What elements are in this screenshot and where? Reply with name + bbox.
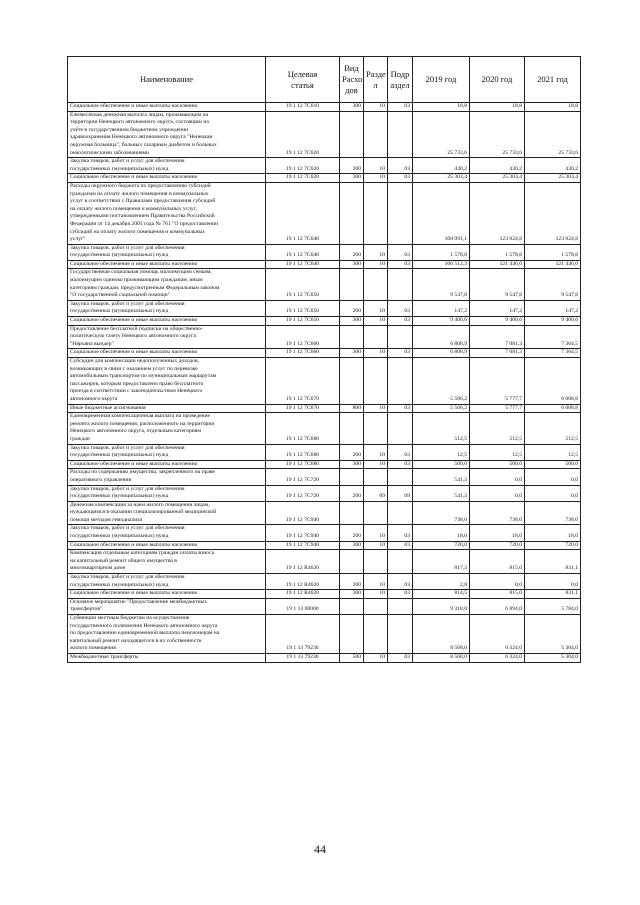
row-name: Субсидии для компенсации недополученных доходов, возникающих в связи с оказанием услуг по перевозке автомобильным транспортом по муниципальным маршрутам пассажиров, которым предоставлено право бесплатного проезда в соответствии с законодательством Ненецкого автономного округа [68,358,266,405]
row-podrazdel: 03 [388,300,413,316]
row-name: Социальное обеспечение и иные выплаты населению [68,590,266,599]
row-razdel [364,598,388,614]
row-razdel [364,469,388,485]
row-2021: 7 364,5 [525,349,581,358]
row-2020: 6 324,0 [470,653,525,662]
row-2019: 6 808,9 [413,349,470,358]
row-2021: 9 547,8 [525,269,581,300]
row-2019: 5 566,2 [413,358,470,405]
row-name: Компенсация отдельным категориям граждан оплаты взноса на капитальный ремонт общего имущества в многоквартирном доме [68,550,266,574]
row-target: 19 1 12 7С680 [266,444,340,460]
row-2021: 121 446,0 [525,260,581,269]
row-2020: 5 777,7 [470,358,525,405]
row-vid: 300 [340,349,364,358]
row-target: 19 1 13 79230 [266,653,340,662]
row-name: Иные бюджетные ассигнования [68,404,266,413]
row-vid [340,111,364,158]
row-2021: 5 304,0 [525,653,581,662]
row-2019: 106 512,3 [413,260,470,269]
row-name: Закупка товаров, работ и услуг для обеспечения государственных (муниципальных) нужд [68,574,266,590]
row-2019: 18,0 [413,525,470,541]
row-razdel [364,111,388,158]
row-2019: 817,3 [413,550,470,574]
header-2021: 2021 год [525,57,581,103]
row-target: 19 1 12 7С640 [266,182,340,244]
row-vid: 200 [340,444,364,460]
table-row [68,525,581,541]
row-vid [340,182,364,244]
row-vid [340,358,364,405]
row-2020: 430,2 [470,158,525,174]
row-2021: 500,0 [525,460,581,469]
table-row [68,550,581,574]
row-2021: 18,0 [525,525,581,541]
row-name: Закупка товаров, работ и услуг для обеспечения государственных (муниципальных) нужд [68,244,266,260]
row-podrazdel: 03 [388,590,413,599]
table-row [68,501,581,525]
row-2020: 738,0 [470,501,525,525]
row-2021: 18,8 [525,103,581,112]
row-target: 19 1 12 R4620 [266,550,340,574]
row-name: Социальное обеспечение и иные выплаты населению [68,349,266,358]
row-podrazdel: 03 [388,349,413,358]
row-2019: 9 547,8 [413,269,470,300]
row-razdel [364,413,388,444]
row-razdel: 10 [364,574,388,590]
row-podrazdel: 03 [388,404,413,413]
row-razdel: 10 [364,541,388,550]
row-podrazdel: 03 [388,460,413,469]
row-razdel [364,615,388,654]
row-target: 19 1 12 7С940 [266,501,340,525]
row-podrazdel: 03 [388,574,413,590]
row-2019: 2,8 [413,574,470,590]
row-name: Социальное обеспечение и иные выплаты населению [68,541,266,550]
row-2021: 12,5 [525,444,581,460]
row-vid [340,469,364,485]
row-vid [340,501,364,525]
row-razdel: 10 [364,590,388,599]
row-2020: 5 777,7 [470,404,525,413]
table-row [68,300,581,316]
table-row [68,653,581,662]
row-vid: 200 [340,158,364,174]
row-2019: 147,2 [413,300,470,316]
row-podrazdel [388,413,413,444]
row-vid [340,325,364,349]
row-2021: 0,0 [525,469,581,485]
row-target: 19 1 12 7С640 [266,244,340,260]
row-2021: 738,0 [525,501,581,525]
row-2020: 18,0 [470,525,525,541]
row-name: Субвенции местным бюджетам на осуществление государственного полномочия Ненецкого автономного округа по предоставлению единовременной выплаты пенсионерам на капитальный ремонт находящегося в их собственности жилого помещения [68,615,266,654]
row-podrazdel: 03 [388,260,413,269]
row-vid: 200 [340,485,364,501]
row-target: 19 1 13 79230 [266,615,340,654]
row-podrazdel: 03 [388,244,413,260]
row-name: Социальное обеспечение и иные выплаты населению [68,460,266,469]
row-2021: 147,2 [525,300,581,316]
row-2021: 123 024,8 [525,182,581,244]
row-2021: 7 364,5 [525,325,581,349]
row-target: 19 1 12 7С650 [266,269,340,300]
row-podrazdel: 03 [388,653,413,662]
row-razdel: 10 [364,460,388,469]
row-target: 19 1 12 R4620 [266,574,340,590]
row-razdel: 10 [364,653,388,662]
table-row [68,541,581,550]
table-row [68,174,581,183]
row-2021: 831,1 [525,590,581,599]
row-name: Социальное обеспечение и иные выплаты населению [68,174,266,183]
row-2019: 541,3 [413,485,470,501]
row-2021: 831,1 [525,550,581,574]
row-target: 19 1 12 7С620 [266,111,340,158]
row-vid: 300 [340,260,364,269]
row-target: 19 1 12 7С660 [266,325,340,349]
row-target: 19 1 12 7С680 [266,413,340,444]
row-target: 19 1 12 7С620 [266,158,340,174]
row-2020: 0,0 [470,469,525,485]
row-2021: 5 304,0 [525,615,581,654]
row-target: 19 1 12 7С940 [266,541,340,550]
row-2020: 0,0 [470,574,525,590]
row-name: Основное мероприятие "Предоставление межбюджетных трансфертов" [68,598,266,614]
row-name: Закупка товаров, работ и услуг для обеспечения государственных (муниципальных) нужд [68,485,266,501]
table-row [68,598,581,614]
row-2019: 25 733,6 [413,111,470,158]
row-2020: 9 400,6 [470,317,525,326]
row-2019: 500,0 [413,460,470,469]
table-row [68,444,581,460]
row-target: 19 1 12 7С650 [266,300,340,316]
row-2020: 7 081,3 [470,325,525,349]
row-2019: 720,0 [413,541,470,550]
row-2019: 9 318,0 [413,598,470,614]
row-podrazdel [388,598,413,614]
row-2021: 0,0 [525,485,581,501]
table-header-row [68,57,581,103]
row-2020: 815,0 [470,590,525,599]
row-target: 19 1 12 7С680 [266,460,340,469]
row-podrazdel: 03 [388,158,413,174]
row-2020: 9 547,8 [470,269,525,300]
row-2019: 5 566,2 [413,404,470,413]
row-2021: 6 008,8 [525,358,581,405]
row-podrazdel [388,615,413,654]
row-2021: 512,5 [525,413,581,444]
row-2019: 512,5 [413,413,470,444]
table-row [68,485,581,501]
row-podrazdel: 03 [388,541,413,550]
row-2021: 430,2 [525,158,581,174]
table-row [68,269,581,300]
row-vid: 500 [340,653,364,662]
header-target: Целевая статья [266,57,340,103]
row-2020: 25 303,4 [470,174,525,183]
row-2020: 500,0 [470,460,525,469]
row-2020: 147,2 [470,300,525,316]
row-2020: 815,0 [470,550,525,574]
row-2019: 814,5 [413,590,470,599]
table-row [68,469,581,485]
row-razdel: 10 [364,244,388,260]
table-row [68,358,581,405]
row-2021: 5 784,0 [525,598,581,614]
header-razdel: Разде л [364,57,388,103]
row-razdel: 10 [364,260,388,269]
row-razdel: 10 [364,103,388,112]
row-razdel: 10 [364,174,388,183]
row-razdel: 09 [364,485,388,501]
row-2019: 738,0 [413,501,470,525]
row-razdel [364,182,388,244]
row-name: Предоставление бесплатной подписки на общественно- политическую газету Ненецкого автономного округа "Няръяна вындер" [68,325,266,349]
row-2019: 18,8 [413,103,470,112]
row-target: 19 1 12 R4620 [266,590,340,599]
row-name: Социальное обеспечение и иные выплаты населению [68,103,266,112]
table-row [68,325,581,349]
row-podrazdel: 03 [388,317,413,326]
row-podrazdel [388,550,413,574]
row-vid: 300 [340,317,364,326]
row-razdel: 10 [364,349,388,358]
header-podrazdel: Подр аздел [388,57,413,103]
row-podrazdel [388,269,413,300]
header-2019: 2019 год [413,57,470,103]
row-name: Расходы окружного бюджета по предоставлению субсидий гражданам на оплату жилого помещения и коммунальных услуг в соответствии с Правилами предоставления субсидий на оплату жилого помещения и коммунальных услуг, утвержденными постановлением Правительства Российской Федерации от 14 декабря 2005 года № 761 "О предоставлении субсидий на оплату жилого помещения и коммунальных услуг" [68,182,266,244]
table-row [68,615,581,654]
table-row [68,111,581,158]
row-2021: 1 578,8 [525,244,581,260]
row-name: Государственная социальная помощь малоимущим семьям, малоимущим одиноко проживающим гражданам, иным категориям граждан, предусмотренным Федеральным законом "О государственной социальной помощи" [68,269,266,300]
row-podrazdel: 03 [388,174,413,183]
row-target: 19 1 12 7С720 [266,485,340,501]
row-2021: 25 733,6 [525,111,581,158]
table-row [68,260,581,269]
row-vid [340,550,364,574]
row-target: 19 1 12 7С940 [266,525,340,541]
row-podrazdel: 03 [388,525,413,541]
row-2021: 9 400,6 [525,317,581,326]
row-podrazdel [388,111,413,158]
row-podrazdel [388,469,413,485]
row-target: 19 1 12 7С660 [266,349,340,358]
row-podrazdel: 03 [388,444,413,460]
header-vid: Вид Расхо дов [340,57,364,103]
row-podrazdel [388,501,413,525]
table-body [68,103,581,663]
row-target: 19 1 12 7С640 [266,260,340,269]
row-name: Социальное обеспечение и иные выплаты населению [68,317,266,326]
row-2019: 6 808,9 [413,325,470,349]
row-vid: 300 [340,541,364,550]
row-2020: 512,5 [470,413,525,444]
row-2020: 12,5 [470,444,525,460]
row-2019: 9 400,6 [413,317,470,326]
table-row [68,590,581,599]
row-razdel: 10 [364,317,388,326]
row-name: Межбюджетные трансферты [68,653,266,662]
header-2020: 2020 год [470,57,525,103]
row-podrazdel [388,358,413,405]
row-name: Закупка товаров, работ и услуг для обеспечения государственных (муниципальных) нужд [68,300,266,316]
row-2021: 720,0 [525,541,581,550]
row-2020: 121 446,0 [470,260,525,269]
row-podrazdel: 09 [388,485,413,501]
row-target: 19 1 12 7С670 [266,358,340,405]
row-target: 19 1 12 7С650 [266,317,340,326]
row-vid: 200 [340,244,364,260]
row-vid [340,598,364,614]
row-2020: 0,0 [470,485,525,501]
table-row [68,460,581,469]
page-number: 44 [314,842,326,856]
row-vid: 200 [340,574,364,590]
row-2020: 1 578,8 [470,244,525,260]
row-name: Социальное обеспечение и иные выплаты населению [68,260,266,269]
row-razdel: 10 [364,404,388,413]
row-target: 19 1 13 00000 [266,598,340,614]
row-vid: 300 [340,174,364,183]
row-name: Ежемесячная денежная выплата лицам, проживающим на территории Ненецкого автономного округа, состоящим на учёте в государственном бюджетном учреждении здравоохранения Ненецкого автономного округа "Ненецкая окружная больница", больных сахарным диабетом и больных онкологическими заболеваниями [68,111,266,158]
row-2020: 7 081,3 [470,349,525,358]
row-podrazdel [388,182,413,244]
row-vid [340,269,364,300]
row-2019: 541,3 [413,469,470,485]
row-podrazdel: 03 [388,103,413,112]
budget-table [67,56,581,663]
row-vid: 300 [340,103,364,112]
row-name: Расходы по содержанию имущества, закрепленного на праве оперативного управления [68,469,266,485]
row-2019: 8 568,0 [413,653,470,662]
row-name: Денежная компенсация за наем жилого помещения лицам, нуждающимся в оказании специализированной медицинской помощи методом гемодиализа [68,501,266,525]
row-2020: 720,0 [470,541,525,550]
header-name: Наименование [68,57,266,103]
row-razdel: 10 [364,444,388,460]
row-2019: 12,5 [413,444,470,460]
row-target: 19 1 12 7С670 [266,404,340,413]
row-podrazdel [388,325,413,349]
row-razdel [364,501,388,525]
row-razdel: 10 [364,158,388,174]
table-row [68,413,581,444]
row-razdel [364,358,388,405]
row-2019: 430,2 [413,158,470,174]
row-razdel [364,325,388,349]
row-name: Единовременная компенсационная выплата на проведение ремонта жилого помещения, расположенного на территории Ненецкого автономного округа, отдельным категориям граждан [68,413,266,444]
row-2019: 108 091,1 [413,182,470,244]
table-row [68,349,581,358]
row-vid: 200 [340,525,364,541]
row-2020: 25 733,6 [470,111,525,158]
row-2019: 25 303,4 [413,174,470,183]
table-row [68,103,581,112]
row-vid: 200 [340,300,364,316]
table-row [68,244,581,260]
row-vid [340,413,364,444]
row-name: Закупка товаров, работ и услуг для обеспечения государственных (муниципальных) нужд [68,158,266,174]
row-2019: 8 568,0 [413,615,470,654]
row-name: Закупка товаров, работ и услуг для обеспечения государственных (муниципальных) нужд [68,444,266,460]
row-razdel: 10 [364,300,388,316]
row-2020: 6 894,0 [470,598,525,614]
row-razdel: 10 [364,525,388,541]
row-target: 19 1 12 7С720 [266,469,340,485]
row-target: 19 1 12 7С610 [266,103,340,112]
row-vid: 300 [340,460,364,469]
table-row [68,317,581,326]
table-row [68,182,581,244]
table-row [68,158,581,174]
row-2021: 25 303,4 [525,174,581,183]
row-2020: 6 324,0 [470,615,525,654]
row-2021: 6 008,8 [525,404,581,413]
row-2019: 1 578,8 [413,244,470,260]
row-2021: 0,0 [525,574,581,590]
table-row [68,574,581,590]
row-razdel [364,269,388,300]
row-vid: 800 [340,404,364,413]
row-target: 19 1 12 7С620 [266,174,340,183]
row-name: Закупка товаров, работ и услуг для обеспечения государственных (муниципальных) нужд [68,525,266,541]
row-2020: 123 024,8 [470,182,525,244]
table-row [68,404,581,413]
row-vid [340,615,364,654]
row-vid: 300 [340,590,364,599]
row-razdel [364,550,388,574]
row-2020: 18,8 [470,103,525,112]
